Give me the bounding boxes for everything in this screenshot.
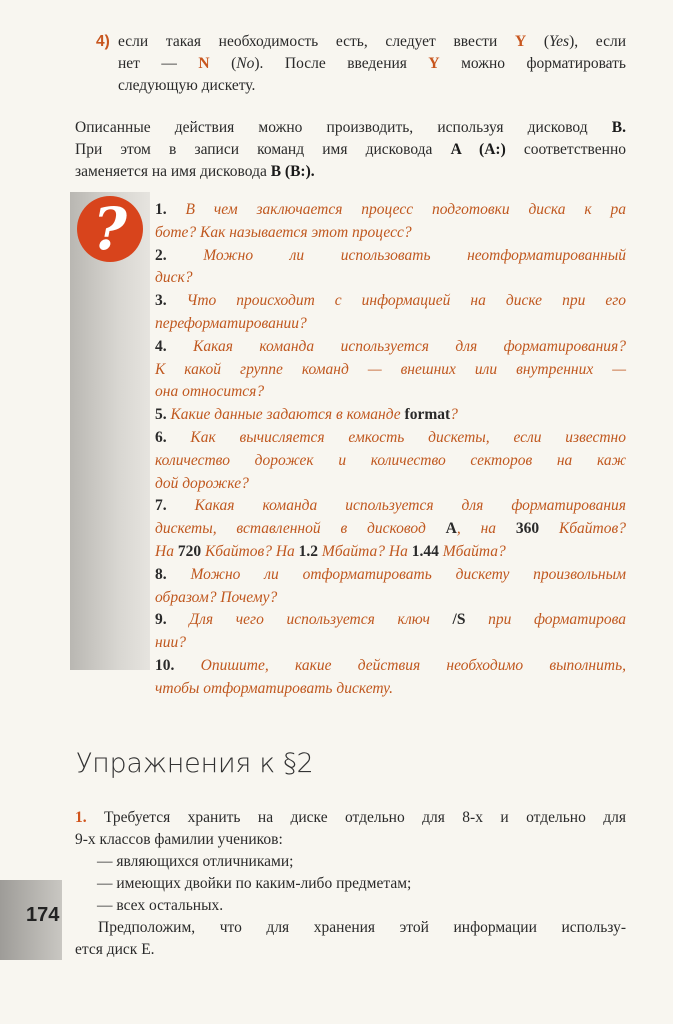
text-line: [155, 199, 626, 222]
text-run: — являющихся отличниками;: [97, 853, 294, 870]
text-run: Предположим, что для хранения этой информации использу-: [98, 919, 626, 936]
question-item: [155, 290, 626, 336]
text-line: [118, 53, 626, 75]
exercise-1: [75, 807, 626, 961]
text-run: Что происходит с информацией на диске при его: [186, 292, 627, 310]
question-item: [155, 655, 626, 701]
text-run: format: [404, 406, 451, 424]
page-number: 174: [26, 904, 60, 926]
text-run: ?: [450, 406, 458, 424]
text-run: переформатировании?: [155, 314, 307, 332]
list-item-4: [96, 31, 626, 97]
question-item: [155, 404, 626, 427]
text-line: [155, 359, 626, 382]
question-item: [155, 495, 626, 563]
text-line: [155, 336, 626, 359]
question-item: [155, 609, 626, 655]
text-run: следующую дискету.: [118, 77, 256, 94]
text-run: B (B:).: [270, 163, 315, 180]
list-number: 4): [96, 33, 110, 50]
text-run: Опишите, какие действия необходимо выполнить,: [200, 656, 626, 674]
text-line: [155, 222, 626, 245]
text-run: образом? Почему?: [155, 588, 278, 606]
text-line: [155, 587, 626, 610]
text-run: На: [155, 542, 178, 560]
text-line: [118, 75, 626, 97]
text-run: 1.: [75, 809, 105, 826]
section-heading: Упражнения к §2: [76, 748, 314, 779]
review-questions: [155, 199, 626, 701]
paragraph: [75, 117, 626, 183]
text-run: Требуется хранить на диске отдельно для 8-х и отдельно для: [104, 809, 626, 826]
questions-sidebar: [70, 192, 150, 670]
text-line: [155, 404, 626, 427]
text-run: Y: [428, 55, 440, 72]
text-line: [155, 267, 626, 290]
text-run: боте? Как называется этот процесс?: [155, 223, 412, 241]
text-run: Описанные действия можно производить, используя дисковод: [75, 119, 612, 136]
text-run: ), если: [569, 33, 626, 50]
question-item: [155, 245, 626, 291]
text-run: Y: [514, 33, 527, 50]
question-mark-icon: ?: [77, 196, 143, 262]
text-run: 360: [515, 520, 540, 538]
text-run: заменяется на имя дисковода: [75, 163, 271, 180]
text-line: [155, 495, 626, 518]
text-line: [155, 313, 626, 336]
text-run: чтобы отформатировать дискету.: [155, 679, 393, 697]
text-run: A: [445, 520, 457, 538]
text-run: соответственно: [505, 141, 626, 158]
text-line: [75, 895, 626, 917]
text-run: дискеты, вставленной в дисковод: [155, 520, 446, 538]
text-run: 1.: [155, 201, 186, 218]
question-item: [155, 199, 626, 245]
question-item: [155, 564, 626, 610]
text-run: В чем заключается процесс подготовки диска к ра: [185, 201, 627, 218]
text-run: 3.: [155, 292, 187, 310]
text-line: [155, 450, 626, 473]
text-line: [75, 117, 626, 139]
text-run: 2.: [155, 246, 204, 264]
text-run: 7.: [155, 497, 195, 515]
text-run: при форматирова: [465, 611, 626, 629]
text-run: количество дорожек и количество секторов на каж: [155, 451, 626, 469]
text-run: Мбайта?: [438, 542, 506, 560]
text-run: (: [526, 33, 549, 50]
text-line: [118, 31, 626, 53]
text-run: /S: [452, 611, 466, 629]
text-line: [155, 632, 626, 655]
text-run: ). После введения: [254, 55, 429, 72]
text-run: Можно ли отформатировать дискету произвольным: [190, 565, 627, 583]
text-run: (: [209, 55, 237, 72]
text-line: [155, 427, 626, 450]
text-line: [75, 161, 626, 183]
text-run: она относится?: [155, 383, 265, 401]
text-run: 4.: [155, 337, 194, 355]
text-run: 1.2: [298, 542, 319, 560]
text-run: 10.: [155, 656, 201, 674]
text-line: [75, 829, 626, 851]
text-run: N: [198, 55, 210, 72]
text-run: Yes: [548, 33, 570, 50]
text-run: Кбайтов? На: [201, 542, 299, 560]
text-line: [155, 678, 626, 701]
text-run: К какой группе команд — внешних или внутренних —: [155, 360, 626, 378]
text-run: если такая необходимость есть, следует ввести: [118, 33, 515, 50]
text-line: [155, 655, 626, 678]
text-run: Для чего используется ключ: [189, 611, 453, 629]
text-line: [75, 807, 626, 829]
text-run: 720: [177, 542, 202, 560]
text-run: 1.44: [411, 542, 439, 560]
text-run: 5.: [155, 406, 171, 424]
text-run: A (A:): [450, 141, 506, 158]
text-run: можно форматировать: [439, 55, 626, 72]
text-run: дой дорожке?: [155, 474, 249, 492]
text-line: [155, 473, 626, 496]
text-run: Какая команда используется для форматирования?: [193, 337, 626, 355]
text-run: Кбайтов?: [539, 520, 626, 538]
text-line: [155, 518, 626, 541]
text-run: 9-х классов фамилии учеников:: [75, 831, 283, 848]
text-line: [155, 541, 626, 564]
text-run: Можно ли использовать неотформатированный: [203, 246, 626, 264]
text-run: ется диск E.: [75, 941, 155, 958]
text-run: нии?: [155, 634, 186, 652]
text-run: — имеющих двойки по каким-либо предметам;: [97, 875, 412, 892]
text-run: , на: [456, 520, 516, 538]
text-run: Какая команда используется для форматирования: [194, 497, 626, 515]
text-run: — всех остальных.: [97, 897, 224, 914]
text-line: [75, 139, 626, 161]
text-run: 9.: [155, 611, 190, 629]
text-run: B.: [611, 119, 626, 136]
text-line: [75, 851, 626, 873]
text-line: [155, 609, 626, 632]
text-run: 8.: [155, 565, 191, 583]
text-run: Мбайта? На: [318, 542, 412, 560]
text-line: [155, 245, 626, 268]
text-run: Какие данные задаются в команде: [170, 406, 405, 424]
question-item: [155, 427, 626, 495]
text-line: [155, 381, 626, 404]
text-line: [155, 564, 626, 587]
text-run: 6.: [155, 428, 191, 446]
text-line: [155, 290, 626, 313]
question-item: [155, 336, 626, 404]
text-line: [75, 873, 626, 895]
text-line: [75, 917, 626, 939]
text-run: Как вычисляется емкость дискеты, если известно: [190, 428, 626, 446]
text-run: нет —: [118, 55, 199, 72]
text-run: При этом в записи команд имя дисковода: [75, 141, 451, 158]
text-run: диск?: [155, 269, 193, 287]
text-line: [75, 939, 626, 961]
text-run: No: [236, 55, 255, 72]
